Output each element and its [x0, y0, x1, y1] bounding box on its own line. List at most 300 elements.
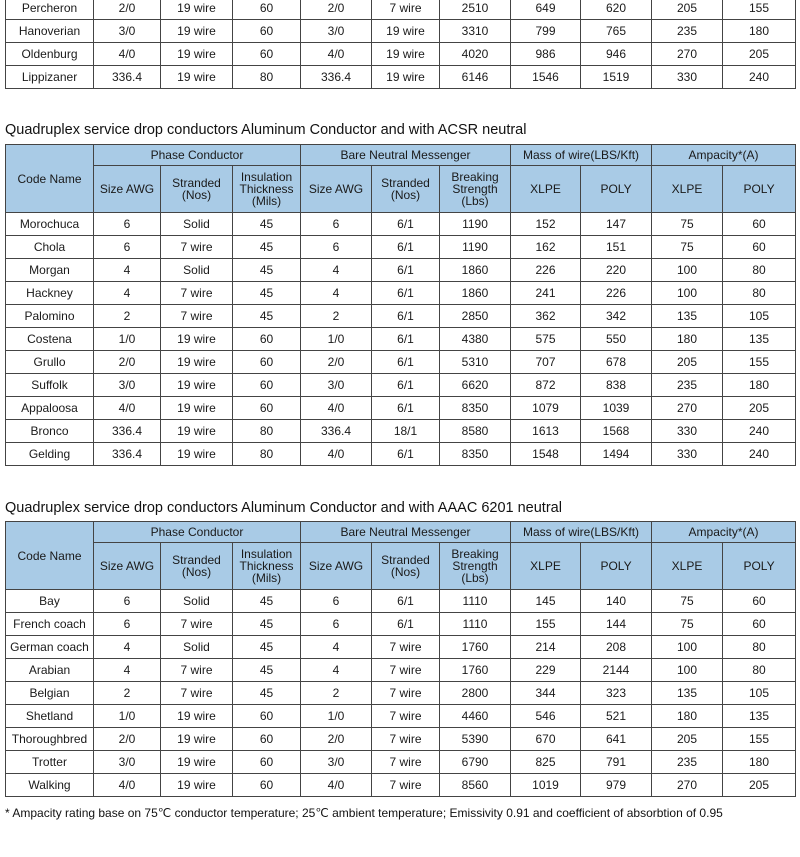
table-cell: 19 wire	[161, 420, 233, 443]
table-cell: 80	[723, 259, 796, 282]
table-cell: 45	[233, 590, 301, 613]
aaac-neutral-table	[5, 521, 796, 797]
table-cell: Solid	[161, 590, 233, 613]
header-size-awg: Size AWG	[94, 166, 161, 213]
table-cell: 6	[301, 613, 372, 636]
header-mass-of-wire: Mass of wire(LBS/Kft)	[511, 145, 652, 166]
table-cell: 6/1	[372, 328, 440, 351]
table-cell: 135	[723, 705, 796, 728]
code-name-cell: Chola	[6, 236, 94, 259]
table-cell: 6/1	[372, 305, 440, 328]
code-name-cell: French coach	[6, 613, 94, 636]
header-insulation-thickness: Insulation Thickness (Mils)	[233, 166, 301, 213]
table-cell: 670	[511, 728, 581, 751]
code-name-cell: Walking	[6, 774, 94, 797]
table-cell: 6/1	[372, 236, 440, 259]
table-cell: 229	[511, 659, 581, 682]
table-cell: 6/1	[372, 259, 440, 282]
table-cell: 5390	[440, 728, 511, 751]
table-cell: 4/0	[94, 397, 161, 420]
table-cell: 4460	[440, 705, 511, 728]
table-cell: 19 wire	[161, 351, 233, 374]
header-insulation-thickness: Insulation Thickness (Mils)	[233, 543, 301, 590]
header-ampacity: Ampacity*(A)	[652, 522, 796, 543]
table-cell: 18/1	[372, 420, 440, 443]
table-cell: 6	[301, 213, 372, 236]
acsr-table-body	[6, 213, 796, 466]
table-cell: 100	[652, 636, 723, 659]
table-cell: 214	[511, 636, 581, 659]
table-cell: 60	[233, 728, 301, 751]
code-name-cell: Hackney	[6, 282, 94, 305]
table-cell: 6	[301, 236, 372, 259]
header-code-name: Code Name	[6, 522, 94, 590]
table-cell: 825	[511, 751, 581, 774]
table-cell: 2	[94, 305, 161, 328]
header-neutral-stranded: Stranded (Nos)	[372, 166, 440, 213]
table-cell: 220	[581, 259, 652, 282]
table-cell: 6790	[440, 751, 511, 774]
table-cell: 7 wire	[372, 636, 440, 659]
table-cell: 6146	[440, 66, 511, 89]
header-size-awg: Size AWG	[94, 543, 161, 590]
table-cell: 60	[723, 213, 796, 236]
table-row	[6, 443, 796, 466]
table-cell: 678	[581, 351, 652, 374]
table-cell: 336.4	[301, 66, 372, 89]
header-stranded: Stranded (Nos)	[161, 166, 233, 213]
table-cell: 7 wire	[161, 282, 233, 305]
header-code-name: Code Name	[6, 145, 94, 213]
table-row	[6, 397, 796, 420]
table-cell: 19 wire	[161, 20, 233, 43]
header-mass-xlpe: XLPE	[511, 166, 581, 213]
table-cell: 7 wire	[372, 728, 440, 751]
table-cell: 240	[723, 443, 796, 466]
table-cell: 75	[652, 590, 723, 613]
table-cell: 4	[301, 259, 372, 282]
header-bare-neutral-messenger: Bare Neutral Messenger	[301, 522, 511, 543]
table-cell: 2510	[440, 0, 511, 20]
code-name-cell: Gelding	[6, 443, 94, 466]
table-cell: 1494	[581, 443, 652, 466]
table-cell: 240	[723, 420, 796, 443]
table-cell: 1/0	[94, 705, 161, 728]
table-cell: 1613	[511, 420, 581, 443]
table-cell: 45	[233, 613, 301, 636]
table-cell: 60	[233, 751, 301, 774]
table-cell: 6/1	[372, 590, 440, 613]
table-cell: 1/0	[301, 705, 372, 728]
table-cell: 765	[581, 20, 652, 43]
table-row	[6, 236, 796, 259]
header-mass-of-wire: Mass of wire(LBS/Kft)	[511, 522, 652, 543]
table-cell: 1039	[581, 397, 652, 420]
table-cell: 1110	[440, 590, 511, 613]
code-name-cell: Oldenburg	[6, 43, 94, 66]
table-cell: 7 wire	[372, 0, 440, 20]
code-name-cell: Shetland	[6, 705, 94, 728]
table-cell: 60	[723, 236, 796, 259]
table-cell: 19 wire	[161, 728, 233, 751]
table-cell: 60	[233, 397, 301, 420]
table-cell: 336.4	[94, 420, 161, 443]
table-cell: 19 wire	[161, 0, 233, 20]
table-cell: 1760	[440, 659, 511, 682]
table-cell: 3/0	[94, 20, 161, 43]
table-cell: 19 wire	[161, 66, 233, 89]
table-cell: 162	[511, 236, 581, 259]
table-cell: 80	[723, 659, 796, 682]
table-cell: 4	[301, 659, 372, 682]
table-cell: 60	[723, 613, 796, 636]
table-cell: 155	[511, 613, 581, 636]
table-row	[6, 420, 796, 443]
table-cell: 2/0	[301, 351, 372, 374]
table-cell: 641	[581, 728, 652, 751]
table-cell: 4/0	[94, 43, 161, 66]
header-ampacity-xlpe: XLPE	[652, 543, 723, 590]
acsr-neutral-table	[5, 144, 796, 466]
table-row	[6, 282, 796, 305]
table-cell: 19 wire	[372, 66, 440, 89]
table-cell: 152	[511, 213, 581, 236]
table-cell: 7 wire	[372, 682, 440, 705]
table-cell: 80	[233, 420, 301, 443]
header-mass-xlpe: XLPE	[511, 543, 581, 590]
table-cell: 1860	[440, 282, 511, 305]
table-row	[6, 0, 796, 20]
table-cell: 60	[233, 43, 301, 66]
table-cell: 180	[723, 20, 796, 43]
table-cell: 8560	[440, 774, 511, 797]
table-cell: 105	[723, 682, 796, 705]
table-cell: 620	[581, 0, 652, 20]
table-row	[6, 43, 796, 66]
table-cell: 80	[723, 282, 796, 305]
table-cell: 2/0	[301, 728, 372, 751]
table-cell: 7 wire	[161, 659, 233, 682]
header-stranded: Stranded (Nos)	[161, 543, 233, 590]
code-name-cell: Thoroughbred	[6, 728, 94, 751]
table-row	[6, 728, 796, 751]
table-cell: 226	[581, 282, 652, 305]
code-name-cell: Bay	[6, 590, 94, 613]
code-name-cell: Morochuca	[6, 213, 94, 236]
table-cell: 3/0	[301, 374, 372, 397]
table-cell: 45	[233, 236, 301, 259]
table-cell: 1110	[440, 613, 511, 636]
code-name-cell: Grullo	[6, 351, 94, 374]
table-cell: 60	[233, 774, 301, 797]
table-cell: 7 wire	[161, 236, 233, 259]
table-cell: 235	[652, 751, 723, 774]
table-cell: 180	[652, 328, 723, 351]
table-cell: 205	[652, 728, 723, 751]
table-cell: 235	[652, 374, 723, 397]
table-cell: 80	[723, 636, 796, 659]
code-name-cell: Belgian	[6, 682, 94, 705]
table-cell: 2800	[440, 682, 511, 705]
table-cell: 1860	[440, 259, 511, 282]
table-cell: 19 wire	[161, 705, 233, 728]
code-name-cell: Costena	[6, 328, 94, 351]
table-cell: 8580	[440, 420, 511, 443]
header-mass-poly: POLY	[581, 166, 652, 213]
table-cell: 4	[94, 659, 161, 682]
table-cell: 791	[581, 751, 652, 774]
header-ampacity: Ampacity*(A)	[652, 145, 796, 166]
table-cell: 4/0	[94, 774, 161, 797]
table-cell: Solid	[161, 259, 233, 282]
table-cell: 4/0	[301, 774, 372, 797]
table-cell: 2/0	[301, 0, 372, 20]
aaac-table-body	[6, 590, 796, 797]
code-name-cell: Appaloosa	[6, 397, 94, 420]
table-cell: 45	[233, 636, 301, 659]
table-cell: 19 wire	[161, 397, 233, 420]
top-partial-table	[5, 0, 796, 89]
table-cell: 342	[581, 305, 652, 328]
table-row	[6, 259, 796, 282]
table-cell: 6	[94, 236, 161, 259]
table-row	[6, 20, 796, 43]
header-mass-poly: POLY	[581, 543, 652, 590]
table-row	[6, 374, 796, 397]
table-cell: 45	[233, 282, 301, 305]
table-cell: 2/0	[94, 728, 161, 751]
header-phase-conductor: Phase Conductor	[94, 522, 301, 543]
table-cell: 362	[511, 305, 581, 328]
table-cell: 575	[511, 328, 581, 351]
table-cell: 7 wire	[372, 705, 440, 728]
table-cell: 6/1	[372, 213, 440, 236]
header-bare-neutral-messenger: Bare Neutral Messenger	[301, 145, 511, 166]
table-row	[6, 682, 796, 705]
table-cell: 521	[581, 705, 652, 728]
table-cell: 205	[652, 351, 723, 374]
table-cell: 1546	[511, 66, 581, 89]
header-ampacity-xlpe: XLPE	[652, 166, 723, 213]
table-cell: 100	[652, 659, 723, 682]
table-cell: 7 wire	[161, 613, 233, 636]
table-cell: 799	[511, 20, 581, 43]
table-cell: 144	[581, 613, 652, 636]
code-name-cell: Lippizaner	[6, 66, 94, 89]
header-breaking-strength: Breaking Strength (Lbs)	[440, 543, 511, 590]
table-cell: 19 wire	[161, 443, 233, 466]
code-name-cell: Bronco	[6, 420, 94, 443]
table-row	[6, 305, 796, 328]
table-cell: 45	[233, 682, 301, 705]
table-cell: 3310	[440, 20, 511, 43]
table-cell: 60	[723, 590, 796, 613]
table-cell: 180	[723, 751, 796, 774]
table-cell: 155	[723, 728, 796, 751]
table-row	[6, 328, 796, 351]
top-table-body	[6, 0, 796, 89]
table-cell: 19 wire	[161, 751, 233, 774]
table-row	[6, 774, 796, 797]
table-cell: 7 wire	[161, 682, 233, 705]
table-cell: 45	[233, 659, 301, 682]
table-cell: 979	[581, 774, 652, 797]
table-cell: Solid	[161, 636, 233, 659]
table-cell: 2/0	[94, 351, 161, 374]
table-cell: 4380	[440, 328, 511, 351]
table-cell: 330	[652, 66, 723, 89]
table-cell: 4/0	[301, 443, 372, 466]
table-cell: 80	[233, 66, 301, 89]
table-cell: 1760	[440, 636, 511, 659]
table-row	[6, 590, 796, 613]
code-name-cell: Hanoverian	[6, 20, 94, 43]
table-cell: 872	[511, 374, 581, 397]
table-cell: 208	[581, 636, 652, 659]
table-cell: 2	[94, 682, 161, 705]
table-cell: 105	[723, 305, 796, 328]
table-cell: 205	[723, 43, 796, 66]
header-neutral-size-awg: Size AWG	[301, 543, 372, 590]
table-cell: 2	[301, 682, 372, 705]
table-row	[6, 705, 796, 728]
table-cell: 205	[723, 774, 796, 797]
table-cell: 838	[581, 374, 652, 397]
header-neutral-stranded: Stranded (Nos)	[372, 543, 440, 590]
table-cell: 19 wire	[161, 774, 233, 797]
code-name-cell: Palomino	[6, 305, 94, 328]
table-cell: 344	[511, 682, 581, 705]
table-cell: 8350	[440, 397, 511, 420]
table-cell: 75	[652, 213, 723, 236]
table-cell: 1019	[511, 774, 581, 797]
table-cell: 6/1	[372, 351, 440, 374]
table-cell: 100	[652, 259, 723, 282]
table-cell: 6	[94, 613, 161, 636]
table-cell: 550	[581, 328, 652, 351]
code-name-cell: Trotter	[6, 751, 94, 774]
table-cell: 75	[652, 236, 723, 259]
table-cell: 946	[581, 43, 652, 66]
table-cell: 4	[301, 636, 372, 659]
table-cell: 330	[652, 420, 723, 443]
table-cell: 1190	[440, 213, 511, 236]
table-cell: 140	[581, 590, 652, 613]
table-cell: 4	[94, 636, 161, 659]
table-cell: 6/1	[372, 397, 440, 420]
table-cell: 155	[723, 351, 796, 374]
table-cell: 3/0	[94, 751, 161, 774]
table-cell: 19 wire	[372, 20, 440, 43]
table-cell: 60	[233, 351, 301, 374]
table-cell: 1548	[511, 443, 581, 466]
table-cell: 336.4	[301, 420, 372, 443]
table-cell: 180	[652, 705, 723, 728]
table-cell: 6	[94, 213, 161, 236]
table-cell: 145	[511, 590, 581, 613]
table-cell: 60	[233, 328, 301, 351]
table-cell: 45	[233, 259, 301, 282]
table-cell: 19 wire	[161, 328, 233, 351]
table-cell: 235	[652, 20, 723, 43]
table-cell: 19 wire	[161, 374, 233, 397]
table-cell: 45	[233, 305, 301, 328]
table-row	[6, 213, 796, 236]
ampacity-footnote: * Ampacity rating base on 75℃ conductor temperature; 25℃ ambient temperature; Emissivity 0.91 and coefficient of absorbtion of 0.95	[5, 806, 723, 820]
table-row	[6, 751, 796, 774]
table-cell: 75	[652, 613, 723, 636]
table-row	[6, 351, 796, 374]
table-cell: 6/1	[372, 374, 440, 397]
table-cell: 205	[723, 397, 796, 420]
table-cell: 60	[233, 374, 301, 397]
table-cell: 4/0	[301, 43, 372, 66]
table-cell: 135	[723, 328, 796, 351]
code-name-cell: Morgan	[6, 259, 94, 282]
code-name-cell: Suffolk	[6, 374, 94, 397]
table-cell: 7 wire	[161, 305, 233, 328]
table-cell: 4/0	[301, 397, 372, 420]
table-cell: 7 wire	[372, 751, 440, 774]
table-cell: 270	[652, 43, 723, 66]
table-cell: 4	[301, 282, 372, 305]
table-cell: 3/0	[94, 374, 161, 397]
code-name-cell: Arabian	[6, 659, 94, 682]
table-cell: 3/0	[301, 20, 372, 43]
table-row	[6, 659, 796, 682]
aaac-table-caption: Quadruplex service drop conductors Aluminum Conductor and with AAAC 6201 neutral	[5, 500, 562, 516]
table-cell: 2850	[440, 305, 511, 328]
table-cell: Solid	[161, 213, 233, 236]
acsr-table-caption: Quadruplex service drop conductors Aluminum Conductor and with ACSR neutral	[5, 122, 527, 138]
table-cell: 135	[652, 682, 723, 705]
table-cell: 45	[233, 213, 301, 236]
table-cell: 336.4	[94, 66, 161, 89]
table-cell: 1/0	[301, 328, 372, 351]
table-cell: 270	[652, 397, 723, 420]
table-cell: 7 wire	[372, 659, 440, 682]
table-cell: 3/0	[301, 751, 372, 774]
header-phase-conductor: Phase Conductor	[94, 145, 301, 166]
table-cell: 1079	[511, 397, 581, 420]
header-ampacity-poly: POLY	[723, 543, 796, 590]
table-cell: 6	[94, 590, 161, 613]
code-name-cell: German coach	[6, 636, 94, 659]
table-cell: 270	[652, 774, 723, 797]
table-cell: 60	[233, 705, 301, 728]
table-cell: 205	[652, 0, 723, 20]
header-neutral-size-awg: Size AWG	[301, 166, 372, 213]
table-cell: 2144	[581, 659, 652, 682]
table-cell: 8350	[440, 443, 511, 466]
table-cell: 546	[511, 705, 581, 728]
table-cell: 100	[652, 282, 723, 305]
table-cell: 19 wire	[161, 43, 233, 66]
table-cell: 7 wire	[372, 774, 440, 797]
table-cell: 1519	[581, 66, 652, 89]
table-cell: 2	[301, 305, 372, 328]
table-cell: 2/0	[94, 0, 161, 20]
table-cell: 1/0	[94, 328, 161, 351]
table-cell: 986	[511, 43, 581, 66]
table-cell: 135	[652, 305, 723, 328]
table-cell: 6	[301, 590, 372, 613]
table-cell: 240	[723, 66, 796, 89]
table-cell: 4	[94, 259, 161, 282]
table-cell: 6/1	[372, 613, 440, 636]
table-cell: 330	[652, 443, 723, 466]
table-cell: 226	[511, 259, 581, 282]
